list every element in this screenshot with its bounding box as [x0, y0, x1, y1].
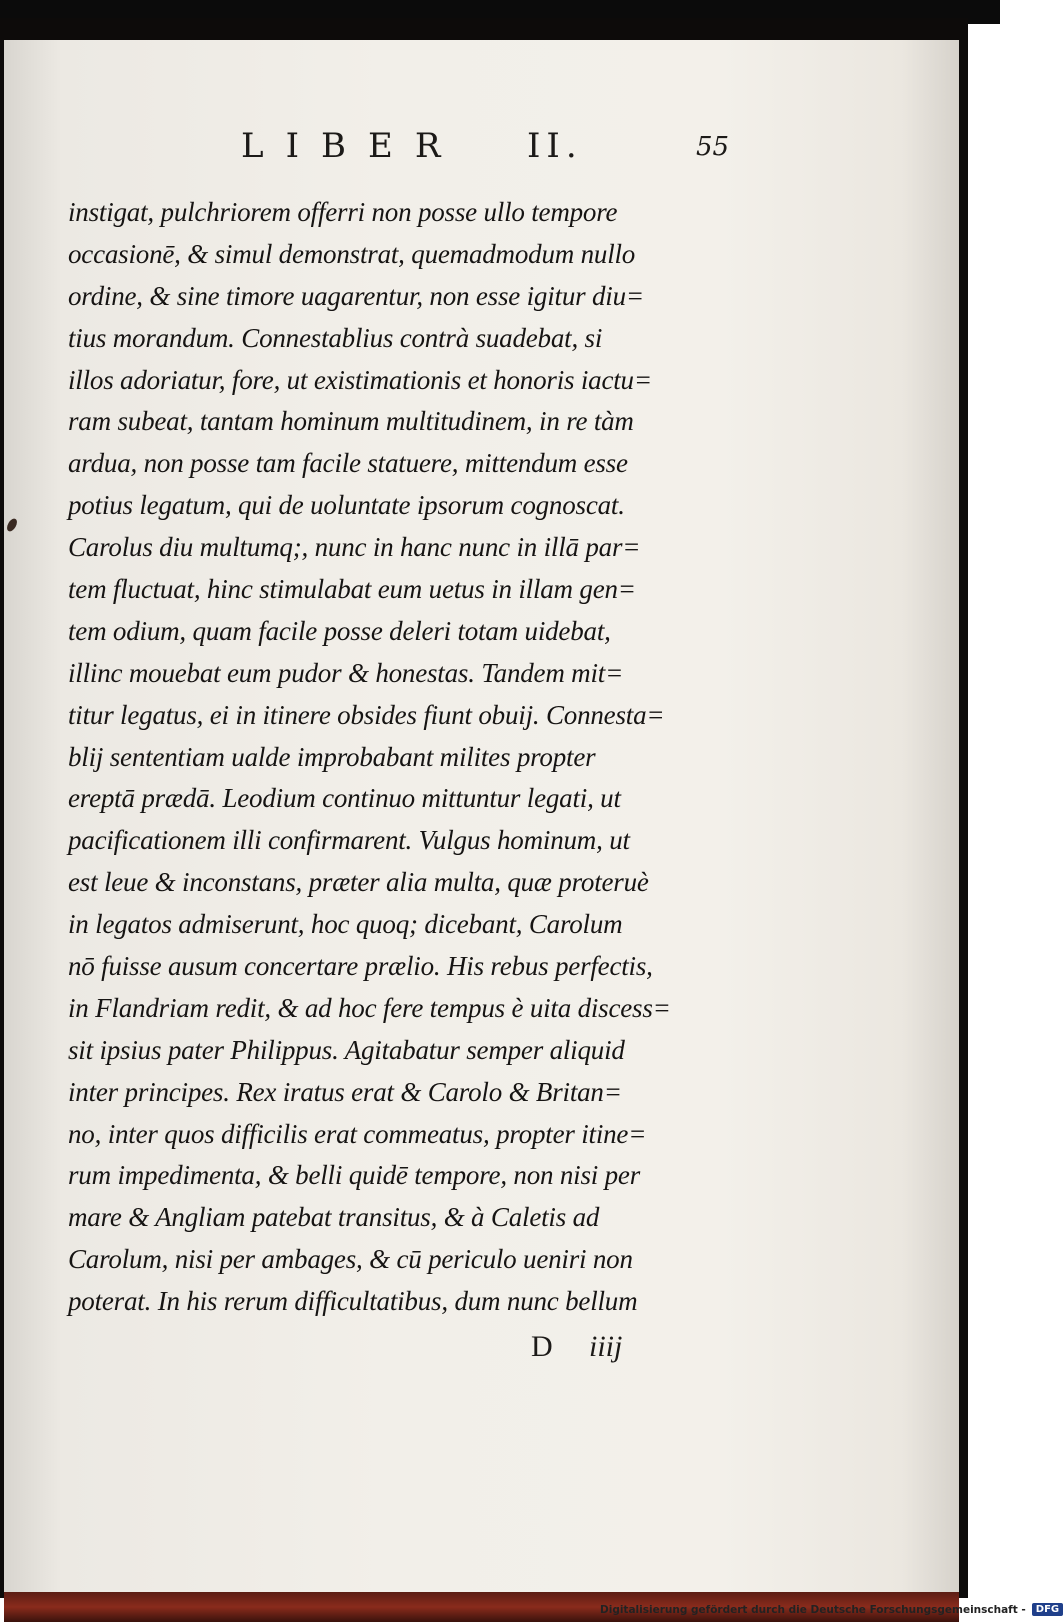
text-line: titur legatus, ei in itinere obsides fiunt obuij. Connesta= — [68, 699, 665, 730]
text-line: tius morandum. Connestablius contrà suadebat, si — [68, 322, 603, 353]
digitization-footer — [600, 1600, 1063, 1619]
text-line: tem fluctuat, hinc stimulabat eum uetus in illam gen= — [68, 574, 636, 605]
text-line: tem odium, quam facile posse deleri totam uidebat, — [68, 615, 611, 646]
text-line: mare & Angliam patebat transitus, & à Caletis ad — [68, 1202, 600, 1233]
text-line: in Flandriam redit, & ad hoc fere tempus è uita discess= — [68, 992, 671, 1023]
signature-mark: D — [531, 1330, 553, 1363]
text-line: est leue & inconstans, præter alia multa, quæ proteruè — [68, 867, 649, 898]
text-line: potius legatum, qui de uoluntate ipsorum cognoscat. — [68, 490, 625, 521]
text-line: no, inter quos difficilis erat commeatus, propter itine= — [68, 1118, 647, 1149]
text-line: blij sententiam ualde improbabant milites propter — [68, 741, 596, 772]
text-line: ram subeat, tantam hominum multitudinem, in re tàm — [68, 406, 634, 437]
text-line: illos adoriatur, fore, ut existimationis et honoris iactu= — [68, 364, 652, 395]
text-line: Carolus diu multumq;, nunc in hanc nunc in illā par= — [68, 532, 641, 563]
signature-number: iiij — [589, 1330, 623, 1363]
text-line: occasionē, & simul demonstrat, quemadmodum nullo — [68, 238, 636, 269]
text-line: ordine, & sine timore uagarentur, non esse igitur diu= — [68, 280, 644, 311]
text-line: pacificationem illi confirmarent. Vulgus hominum, ut — [68, 825, 630, 856]
text-line: in legatos admiserunt, hoc quoq; dicebant, Carolum — [68, 909, 623, 940]
text-line: poterat. In his rerum difficultatibus, dum nunc bellum — [68, 1286, 638, 1317]
footer-credit: Digitalisierung gefördert durch die Deutsche Forschungsgemeinschaft - — [600, 1603, 1026, 1616]
page-body-text — [68, 192, 728, 1323]
dfg-logo-icon: DFG — [1032, 1603, 1063, 1616]
text-line: rum impedimenta, & belli quidē tempore, non nisi per — [68, 1160, 641, 1191]
text-line: ereptā prædā. Leodium continuo mittuntur legati, ut — [68, 783, 621, 814]
page-header — [4, 126, 959, 176]
text-line: inter principes. Rex iratus erat & Carolo & Britan= — [68, 1076, 622, 1107]
text-line: instigat, pulchriorem offerri non posse ullo tempore — [68, 197, 618, 227]
book-cover-board — [0, 18, 968, 1598]
running-head: LIBER — [241, 126, 463, 166]
text-line: Carolum, nisi per ambages, & cū periculo ueniri non — [68, 1244, 633, 1275]
page-number: 55 — [696, 132, 730, 162]
book-page — [4, 40, 959, 1592]
text-line: illinc mouebat eum pudor & honestas. Tandem mit= — [68, 657, 624, 688]
book-number: II. — [527, 126, 583, 166]
text-line: ardua, non posse tam facile statuere, mittendum esse — [68, 448, 628, 479]
text-line: nō fuisse ausum concertare prælio. His rebus perfectis, — [68, 951, 653, 982]
ink-spot — [5, 517, 19, 533]
text-line: sit ipsius pater Philippus. Agitabatur semper aliquid — [68, 1034, 625, 1065]
